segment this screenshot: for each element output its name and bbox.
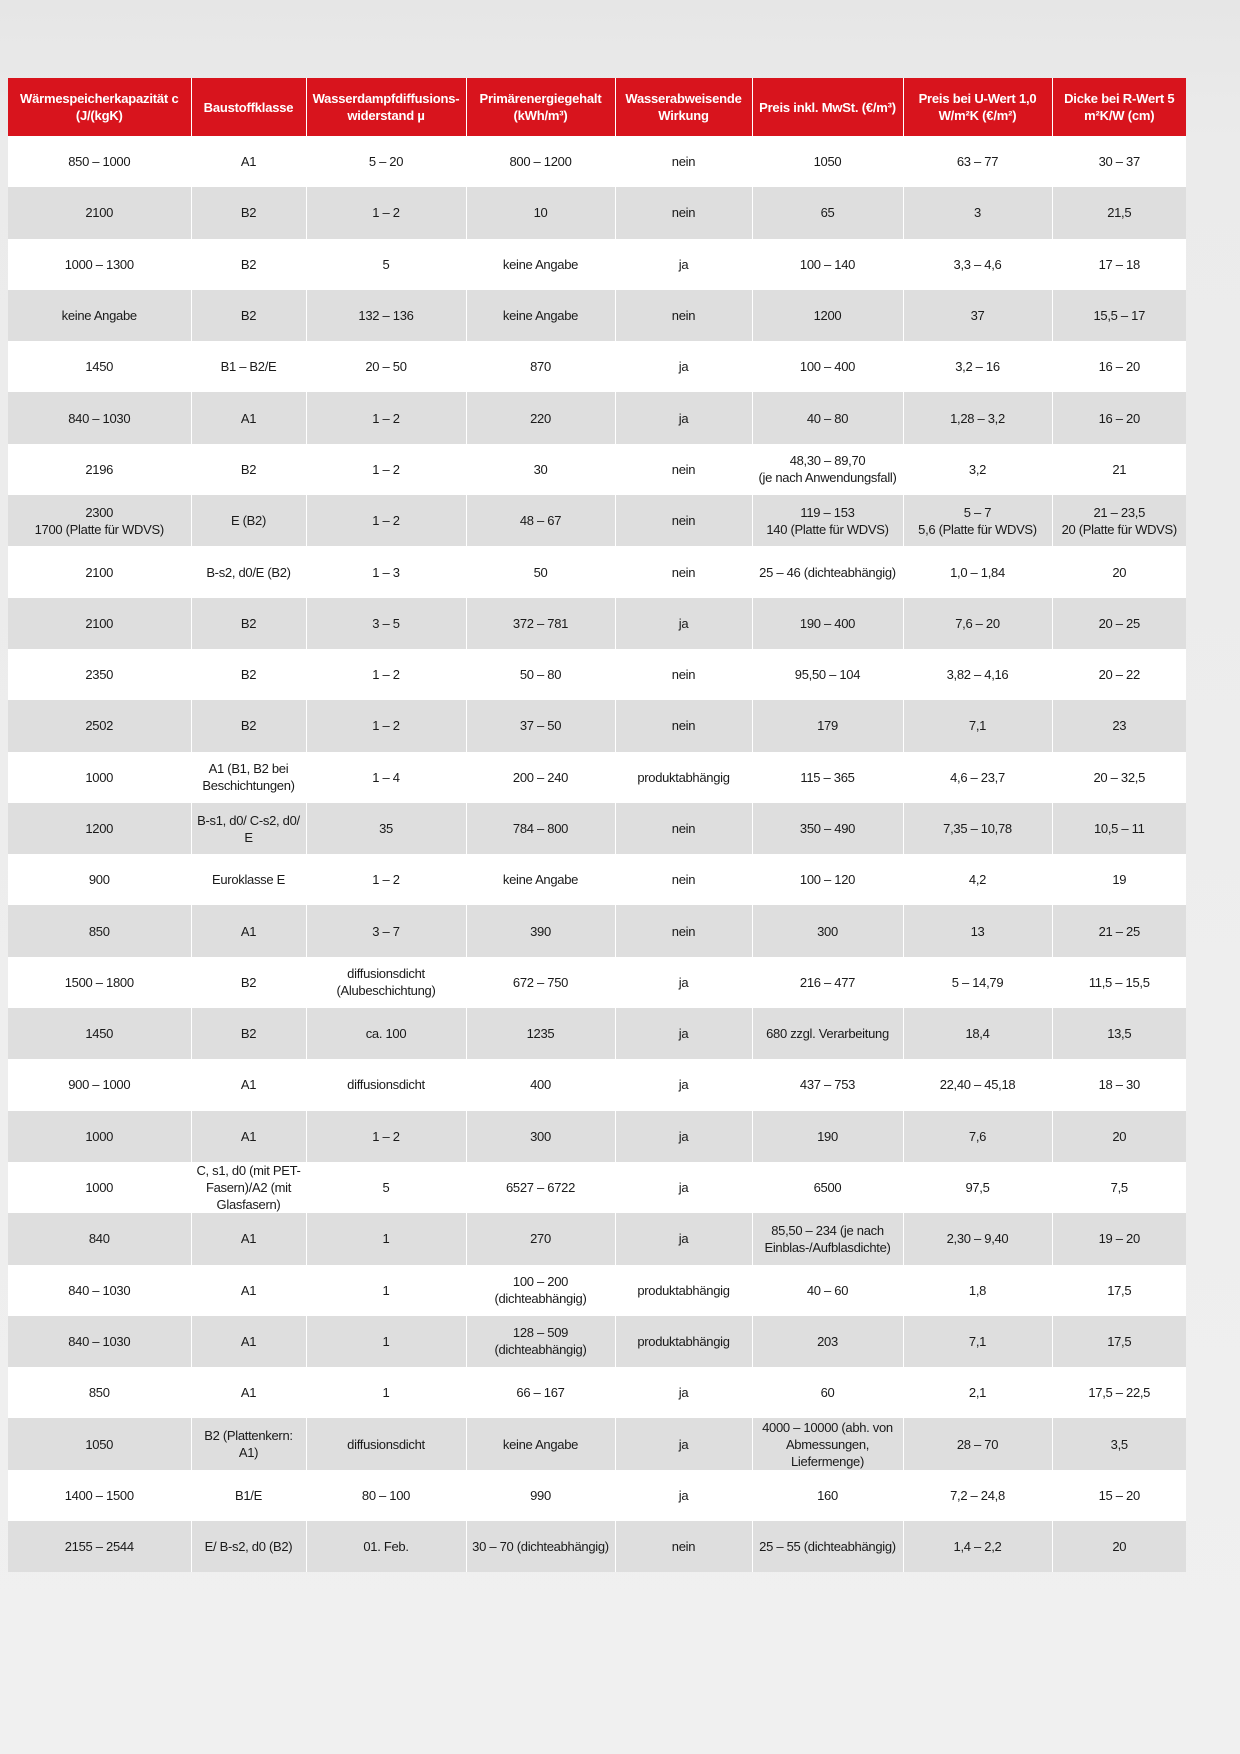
cell-thickness: 17,5 [1052,1316,1186,1367]
cell-primary-energy: 400 [466,1059,615,1110]
cell-price-per-m3: 115 – 365 [752,752,903,803]
cell-water-repellent: ja [615,1418,752,1469]
cell-material-class: A1 [191,1316,306,1367]
cell-price-per-m3: 40 – 80 [752,392,903,443]
cell-primary-energy: 128 – 509 (dichteabhängig) [466,1316,615,1367]
table-row [8,1521,1186,1572]
cell-heat-capacity: 2350 [8,649,191,700]
cell-vapour-resistance: 1 [306,1316,466,1367]
cell-vapour-resistance: 5 – 20 [306,136,466,187]
cell-vapour-resistance: 20 – 50 [306,341,466,392]
cell-material-class: B2 [191,187,306,238]
cell-primary-energy: 270 [466,1213,615,1264]
cell-material-class: A1 [191,905,306,956]
header-water-repellent: Wasserabweisende Wirkung [615,78,752,136]
cell-heat-capacity: 840 – 1030 [8,1265,191,1316]
cell-thickness: 17 – 18 [1052,239,1186,290]
cell-primary-energy: 50 – 80 [466,649,615,700]
cell-heat-capacity: 1000 [8,1111,191,1162]
cell-price-per-m3: 190 [752,1111,903,1162]
cell-vapour-resistance: diffusionsdicht [306,1418,466,1469]
cell-primary-energy: keine Angabe [466,1418,615,1469]
cell-primary-energy: 390 [466,905,615,956]
cell-price-at-u-value: 22,40 – 45,18 [903,1059,1052,1110]
cell-heat-capacity: 1200 [8,803,191,854]
cell-vapour-resistance: 1 – 2 [306,392,466,443]
cell-water-repellent: nein [615,649,752,700]
cell-heat-capacity: 1000 [8,1162,191,1213]
table-row [8,1316,1186,1367]
cell-price-at-u-value: 5 – 7 5,6 (Platte für WDVS) [903,495,1052,546]
cell-price-at-u-value: 7,2 – 24,8 [903,1470,1052,1521]
cell-price-at-u-value: 1,28 – 3,2 [903,392,1052,443]
cell-heat-capacity: 1400 – 1500 [8,1470,191,1521]
cell-thickness: 19 [1052,854,1186,905]
header-price-per-m3: Preis inkl. MwSt. (€/m³) [752,78,903,136]
cell-thickness: 20 – 25 [1052,598,1186,649]
cell-water-repellent: produktabhängig [615,752,752,803]
cell-vapour-resistance: 1 – 3 [306,546,466,597]
cell-vapour-resistance: 1 [306,1213,466,1264]
cell-material-class: B-s2, d0/E (B2) [191,546,306,597]
cell-water-repellent: ja [615,239,752,290]
cell-thickness: 30 – 37 [1052,136,1186,187]
cell-price-per-m3: 100 – 140 [752,239,903,290]
header-heat-capacity: Wärmespeicherkapazität c (J/(kgK) [8,78,191,136]
cell-heat-capacity: 2155 – 2544 [8,1521,191,1572]
table-row [8,1059,1186,1110]
cell-water-repellent: nein [615,803,752,854]
cell-thickness: 20 – 22 [1052,649,1186,700]
cell-primary-energy: 6527 – 6722 [466,1162,615,1213]
cell-thickness: 10,5 – 11 [1052,803,1186,854]
table-row [8,598,1186,649]
cell-water-repellent: nein [615,187,752,238]
cell-material-class: A1 [191,1111,306,1162]
cell-vapour-resistance: 1 – 2 [306,1111,466,1162]
cell-vapour-resistance: 5 [306,239,466,290]
cell-vapour-resistance: 1 – 2 [306,444,466,495]
cell-water-repellent: ja [615,957,752,1008]
cell-heat-capacity: 1000 – 1300 [8,239,191,290]
cell-material-class: E/ B-s2, d0 (B2) [191,1521,306,1572]
cell-water-repellent: nein [615,495,752,546]
cell-price-per-m3: 60 [752,1367,903,1418]
cell-price-at-u-value: 3,82 – 4,16 [903,649,1052,700]
cell-heat-capacity: 1450 [8,341,191,392]
cell-primary-energy: 100 – 200 (dichteabhängig) [466,1265,615,1316]
cell-price-at-u-value: 2,1 [903,1367,1052,1418]
cell-price-per-m3: 25 – 46 (dichteabhängig) [752,546,903,597]
cell-heat-capacity: keine Angabe [8,290,191,341]
cell-price-per-m3: 350 – 490 [752,803,903,854]
cell-vapour-resistance: 3 – 7 [306,905,466,956]
cell-price-at-u-value: 3,2 – 16 [903,341,1052,392]
cell-price-per-m3: 216 – 477 [752,957,903,1008]
cell-price-per-m3: 4000 – 10000 (abh. von Abmessungen, Liefermenge) [752,1418,903,1469]
cell-water-repellent: ja [615,1008,752,1059]
cell-vapour-resistance: 3 – 5 [306,598,466,649]
cell-thickness: 16 – 20 [1052,341,1186,392]
cell-water-repellent: nein [615,905,752,956]
cell-material-class: B2 [191,700,306,751]
table-row [8,649,1186,700]
cell-price-per-m3: 160 [752,1470,903,1521]
cell-vapour-resistance: diffusionsdicht [306,1059,466,1110]
cell-material-class: B2 (Plattenkern: A1) [191,1418,306,1469]
cell-material-class: A1 [191,1367,306,1418]
cell-primary-energy: keine Angabe [466,239,615,290]
cell-thickness: 20 – 32,5 [1052,752,1186,803]
cell-price-per-m3: 65 [752,187,903,238]
cell-vapour-resistance: 5 [306,1162,466,1213]
cell-vapour-resistance: 1 – 2 [306,649,466,700]
cell-price-at-u-value: 7,1 [903,1316,1052,1367]
cell-primary-energy: 784 – 800 [466,803,615,854]
cell-thickness: 21,5 [1052,187,1186,238]
header-vapour-diffusion-resistance: Wasserdampfdiffusions-widerstand µ [306,78,466,136]
cell-material-class: C, s1, d0 (mit PET- Fasern)/A2 (mit Glasfasern) [191,1162,306,1213]
cell-thickness: 19 – 20 [1052,1213,1186,1264]
cell-primary-energy: 50 [466,546,615,597]
cell-price-per-m3: 300 [752,905,903,956]
cell-water-repellent: nein [615,546,752,597]
cell-price-per-m3: 1200 [752,290,903,341]
cell-vapour-resistance: 35 [306,803,466,854]
table-row [8,1418,1186,1469]
cell-price-at-u-value: 5 – 14,79 [903,957,1052,1008]
cell-vapour-resistance: 1 – 2 [306,854,466,905]
cell-water-repellent: ja [615,1213,752,1264]
cell-price-per-m3: 437 – 753 [752,1059,903,1110]
cell-primary-energy: 30 – 70 (dichteabhängig) [466,1521,615,1572]
cell-material-class: B2 [191,444,306,495]
cell-primary-energy: 672 – 750 [466,957,615,1008]
cell-material-class: B2 [191,239,306,290]
cell-water-repellent: ja [615,1059,752,1110]
cell-primary-energy: 48 – 67 [466,495,615,546]
cell-heat-capacity: 1500 – 1800 [8,957,191,1008]
cell-heat-capacity: 2100 [8,187,191,238]
cell-vapour-resistance: 1 – 2 [306,187,466,238]
cell-primary-energy: 200 – 240 [466,752,615,803]
cell-heat-capacity: 900 [8,854,191,905]
table-row [8,1470,1186,1521]
table-row [8,136,1186,187]
cell-primary-energy: 66 – 167 [466,1367,615,1418]
cell-vapour-resistance: 1 [306,1265,466,1316]
cell-water-repellent: ja [615,341,752,392]
cell-material-class: Euroklasse E [191,854,306,905]
cell-price-at-u-value: 3 [903,187,1052,238]
cell-thickness: 23 [1052,700,1186,751]
table-row [8,546,1186,597]
table-row [8,905,1186,956]
cell-water-repellent: nein [615,290,752,341]
table-row [8,187,1186,238]
table-row [8,752,1186,803]
cell-material-class: A1 (B1, B2 bei Beschichtungen) [191,752,306,803]
cell-heat-capacity: 2100 [8,598,191,649]
cell-price-per-m3: 85,50 – 234 (je nach Einblas-/Aufblasdichte) [752,1213,903,1264]
cell-thickness: 7,5 [1052,1162,1186,1213]
cell-primary-energy: 300 [466,1111,615,1162]
table-row [8,444,1186,495]
header-building-material-class: Baustoffklasse [191,78,306,136]
cell-price-per-m3: 190 – 400 [752,598,903,649]
table-row [8,495,1186,546]
table-row [8,290,1186,341]
cell-material-class: B2 [191,1008,306,1059]
cell-water-repellent: nein [615,444,752,495]
cell-primary-energy: 220 [466,392,615,443]
cell-price-per-m3: 48,30 – 89,70 (je nach Anwendungsfall) [752,444,903,495]
cell-vapour-resistance: ca. 100 [306,1008,466,1059]
cell-water-repellent: nein [615,854,752,905]
cell-price-per-m3: 1050 [752,136,903,187]
table-row [8,1213,1186,1264]
cell-thickness: 20 [1052,1111,1186,1162]
cell-material-class: B1/E [191,1470,306,1521]
cell-price-at-u-value: 1,8 [903,1265,1052,1316]
cell-price-per-m3: 40 – 60 [752,1265,903,1316]
cell-water-repellent: ja [615,1111,752,1162]
cell-vapour-resistance: 1 – 2 [306,700,466,751]
cell-material-class: A1 [191,1213,306,1264]
cell-thickness: 20 [1052,1521,1186,1572]
cell-heat-capacity: 1050 [8,1418,191,1469]
cell-thickness: 21 – 23,5 20 (Platte für WDVS) [1052,495,1186,546]
cell-heat-capacity: 840 – 1030 [8,1316,191,1367]
cell-material-class: B2 [191,598,306,649]
cell-price-at-u-value: 4,2 [903,854,1052,905]
table-row [8,1008,1186,1059]
cell-material-class: B1 – B2/E [191,341,306,392]
cell-water-repellent: ja [615,1470,752,1521]
cell-price-per-m3: 179 [752,700,903,751]
cell-material-class: A1 [191,392,306,443]
cell-thickness: 13,5 [1052,1008,1186,1059]
header-row [8,78,1186,136]
cell-price-at-u-value: 2,30 – 9,40 [903,1213,1052,1264]
cell-vapour-resistance: 1 – 4 [306,752,466,803]
cell-vapour-resistance: diffusionsdicht (Alubeschichtung) [306,957,466,1008]
table-row [8,1162,1186,1213]
cell-price-per-m3: 119 – 153 140 (Platte für WDVS) [752,495,903,546]
cell-material-class: B2 [191,649,306,700]
cell-price-per-m3: 203 [752,1316,903,1367]
cell-water-repellent: nein [615,700,752,751]
cell-primary-energy: 30 [466,444,615,495]
cell-water-repellent: nein [615,136,752,187]
cell-thickness: 11,5 – 15,5 [1052,957,1186,1008]
cell-price-at-u-value: 28 – 70 [903,1418,1052,1469]
cell-heat-capacity: 1000 [8,752,191,803]
table-row [8,392,1186,443]
cell-heat-capacity: 2502 [8,700,191,751]
cell-primary-energy: keine Angabe [466,290,615,341]
cell-thickness: 16 – 20 [1052,392,1186,443]
cell-heat-capacity: 840 – 1030 [8,392,191,443]
table-row [8,1111,1186,1162]
cell-price-at-u-value: 97,5 [903,1162,1052,1213]
cell-thickness: 17,5 – 22,5 [1052,1367,1186,1418]
cell-heat-capacity: 2300 1700 (Platte für WDVS) [8,495,191,546]
cell-price-at-u-value: 7,6 – 20 [903,598,1052,649]
cell-price-at-u-value: 3,2 [903,444,1052,495]
table-row [8,1367,1186,1418]
table-row [8,1265,1186,1316]
cell-thickness: 20 [1052,546,1186,597]
cell-heat-capacity: 2100 [8,546,191,597]
cell-price-at-u-value: 18,4 [903,1008,1052,1059]
cell-price-per-m3: 680 zzgl. Verarbeitung [752,1008,903,1059]
table-header [8,78,1186,136]
cell-thickness: 15,5 – 17 [1052,290,1186,341]
cell-material-class: A1 [191,1265,306,1316]
cell-price-at-u-value: 1,0 – 1,84 [903,546,1052,597]
cell-price-at-u-value: 7,35 – 10,78 [903,803,1052,854]
cell-thickness: 21 [1052,444,1186,495]
cell-water-repellent: ja [615,598,752,649]
cell-heat-capacity: 2196 [8,444,191,495]
cell-material-class: E (B2) [191,495,306,546]
cell-price-at-u-value: 7,1 [903,700,1052,751]
cell-heat-capacity: 900 – 1000 [8,1059,191,1110]
cell-price-at-u-value: 3,3 – 4,6 [903,239,1052,290]
cell-price-at-u-value: 7,6 [903,1111,1052,1162]
cell-thickness: 17,5 [1052,1265,1186,1316]
table-row [8,957,1186,1008]
cell-price-at-u-value: 63 – 77 [903,136,1052,187]
table-row [8,341,1186,392]
table-row [8,803,1186,854]
cell-price-at-u-value: 13 [903,905,1052,956]
cell-vapour-resistance: 80 – 100 [306,1470,466,1521]
cell-price-per-m3: 95,50 – 104 [752,649,903,700]
cell-water-repellent: produktabhängig [615,1265,752,1316]
table-row [8,239,1186,290]
cell-water-repellent: nein [615,1521,752,1572]
insulation-comparison-table [8,78,1186,1572]
cell-material-class: B2 [191,290,306,341]
cell-heat-capacity: 840 [8,1213,191,1264]
cell-water-repellent: ja [615,1367,752,1418]
cell-thickness: 21 – 25 [1052,905,1186,956]
cell-vapour-resistance: 1 [306,1367,466,1418]
cell-price-per-m3: 25 – 55 (dichteabhängig) [752,1521,903,1572]
cell-material-class: B2 [191,957,306,1008]
cell-heat-capacity: 850 [8,1367,191,1418]
cell-primary-energy: 1235 [466,1008,615,1059]
cell-material-class: A1 [191,1059,306,1110]
cell-material-class: B-s1, d0/ C-s2, d0/ E [191,803,306,854]
cell-primary-energy: keine Angabe [466,854,615,905]
cell-vapour-resistance: 1 – 2 [306,495,466,546]
cell-thickness: 3,5 [1052,1418,1186,1469]
cell-heat-capacity: 850 – 1000 [8,136,191,187]
cell-primary-energy: 800 – 1200 [466,136,615,187]
cell-price-at-u-value: 1,4 – 2,2 [903,1521,1052,1572]
cell-price-at-u-value: 4,6 – 23,7 [903,752,1052,803]
cell-primary-energy: 10 [466,187,615,238]
cell-vapour-resistance: 01. Feb. [306,1521,466,1572]
cell-water-repellent: ja [615,392,752,443]
table-row [8,700,1186,751]
cell-heat-capacity: 850 [8,905,191,956]
cell-thickness: 15 – 20 [1052,1470,1186,1521]
cell-price-per-m3: 100 – 400 [752,341,903,392]
cell-material-class: A1 [191,136,306,187]
table-row [8,854,1186,905]
cell-primary-energy: 372 – 781 [466,598,615,649]
cell-primary-energy: 37 – 50 [466,700,615,751]
header-thickness-at-r-value: Dicke bei R-Wert 5 m²K/W (cm) [1052,78,1186,136]
table-container [8,78,1186,1572]
cell-price-per-m3: 6500 [752,1162,903,1213]
table-body [8,136,1186,1572]
cell-heat-capacity: 1450 [8,1008,191,1059]
cell-water-repellent: ja [615,1162,752,1213]
cell-primary-energy: 990 [466,1470,615,1521]
cell-thickness: 18 – 30 [1052,1059,1186,1110]
cell-vapour-resistance: 132 – 136 [306,290,466,341]
header-primary-energy: Primärenergiegehalt (kWh/m³) [466,78,615,136]
header-price-at-u-value: Preis bei U-Wert 1,0 W/m²K (€/m²) [903,78,1052,136]
cell-price-per-m3: 100 – 120 [752,854,903,905]
cell-primary-energy: 870 [466,341,615,392]
cell-price-at-u-value: 37 [903,290,1052,341]
cell-water-repellent: produktabhängig [615,1316,752,1367]
